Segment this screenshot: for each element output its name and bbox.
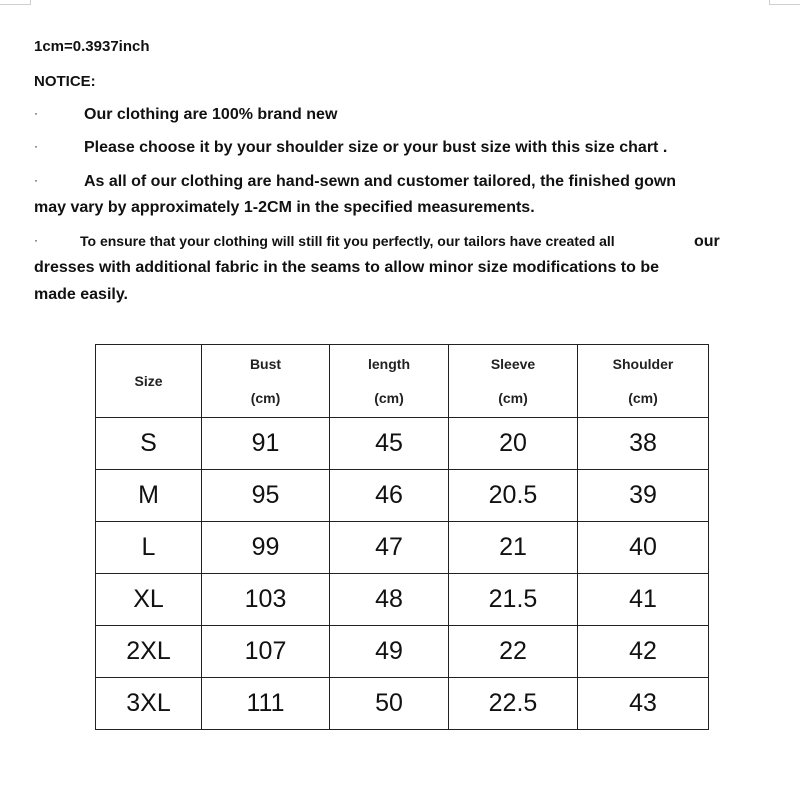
column-header-size [96, 345, 202, 418]
sleeve-cell: 20.5 [449, 470, 578, 522]
sleeve-cell: 22.5 [449, 678, 578, 730]
crop-mark-top-left [0, 4, 30, 5]
sleeve-cell: 21 [449, 522, 578, 574]
bust-cell: 95 [202, 470, 330, 522]
table-row [96, 626, 709, 678]
header-label: Bust [249, 356, 282, 372]
bust-cell: 91 [202, 418, 330, 470]
header-label: Shoulder [612, 356, 674, 372]
bust-cell: 111 [202, 678, 330, 730]
crop-mark-top-left-vertical [30, 0, 31, 5]
header-unit: (cm) [498, 390, 528, 406]
notice-text: Our clothing are 100% brand new [84, 106, 338, 123]
column-header-length [330, 345, 449, 418]
table-row [96, 678, 709, 730]
header-label: length [368, 356, 410, 372]
column-header-shoulder [578, 345, 709, 418]
header-unit: (cm) [250, 390, 281, 406]
column-header-sleeve [449, 345, 578, 418]
crop-mark-top-right [770, 4, 800, 5]
notice-text: Please choose it by your shoulder size or your bust size with this size chart . [84, 139, 668, 156]
shoulder-cell: 38 [578, 418, 709, 470]
notice-text: As all of our clothing are hand-sewn and customer tailored, the finished gown [84, 173, 677, 190]
size-chart-table [95, 344, 709, 730]
size-cell: S [96, 418, 202, 470]
header-unit: (cm) [628, 390, 658, 406]
bust-cell: 99 [202, 522, 330, 574]
table-row [96, 418, 709, 470]
header-label: Sleeve [490, 356, 536, 372]
table-row [96, 522, 709, 574]
bust-cell: 107 [202, 626, 330, 678]
notice-text: To ensure that your clothing will still fit you perfectly, our tailors have created all [80, 233, 615, 249]
bullet-dot: · [34, 106, 38, 120]
length-cell: 50 [330, 678, 449, 730]
shoulder-cell: 43 [578, 678, 709, 730]
sleeve-cell: 20 [449, 418, 578, 470]
length-cell: 48 [330, 574, 449, 626]
length-cell: 46 [330, 470, 449, 522]
length-cell: 45 [330, 418, 449, 470]
bullet-dot: · [34, 233, 38, 247]
table-header-row [96, 345, 709, 418]
shoulder-cell: 42 [578, 626, 709, 678]
notice-title: NOTICE: [34, 73, 96, 90]
shoulder-cell: 39 [578, 470, 709, 522]
sleeve-cell: 22 [449, 626, 578, 678]
conversion-text: 1cm=0.3937inch [34, 38, 150, 55]
notice-text-tail: our [694, 233, 720, 250]
shoulder-cell: 40 [578, 522, 709, 574]
crop-mark-top-right-vertical [769, 0, 770, 5]
notice-text-continued: may vary by approximately 1-2CM in the specified measurements. [34, 199, 535, 216]
size-cell: 2XL [96, 626, 202, 678]
header-unit: (cm) [374, 390, 404, 406]
shoulder-cell: 41 [578, 574, 709, 626]
table-row [96, 574, 709, 626]
size-cell: M [96, 470, 202, 522]
length-cell: 47 [330, 522, 449, 574]
bust-cell: 103 [202, 574, 330, 626]
length-cell: 49 [330, 626, 449, 678]
sleeve-cell: 21.5 [449, 574, 578, 626]
size-cell: XL [96, 574, 202, 626]
size-cell: L [96, 522, 202, 574]
header-label: Size [134, 373, 163, 389]
table-row [96, 470, 709, 522]
notice-text-continued: made easily. [34, 286, 128, 303]
column-header-bust [202, 345, 330, 418]
bullet-dot: · [34, 173, 38, 187]
size-cell: 3XL [96, 678, 202, 730]
bullet-dot: · [34, 139, 38, 153]
notice-text-continued: dresses with additional fabric in the seams to allow minor size modifications to be [34, 259, 660, 276]
